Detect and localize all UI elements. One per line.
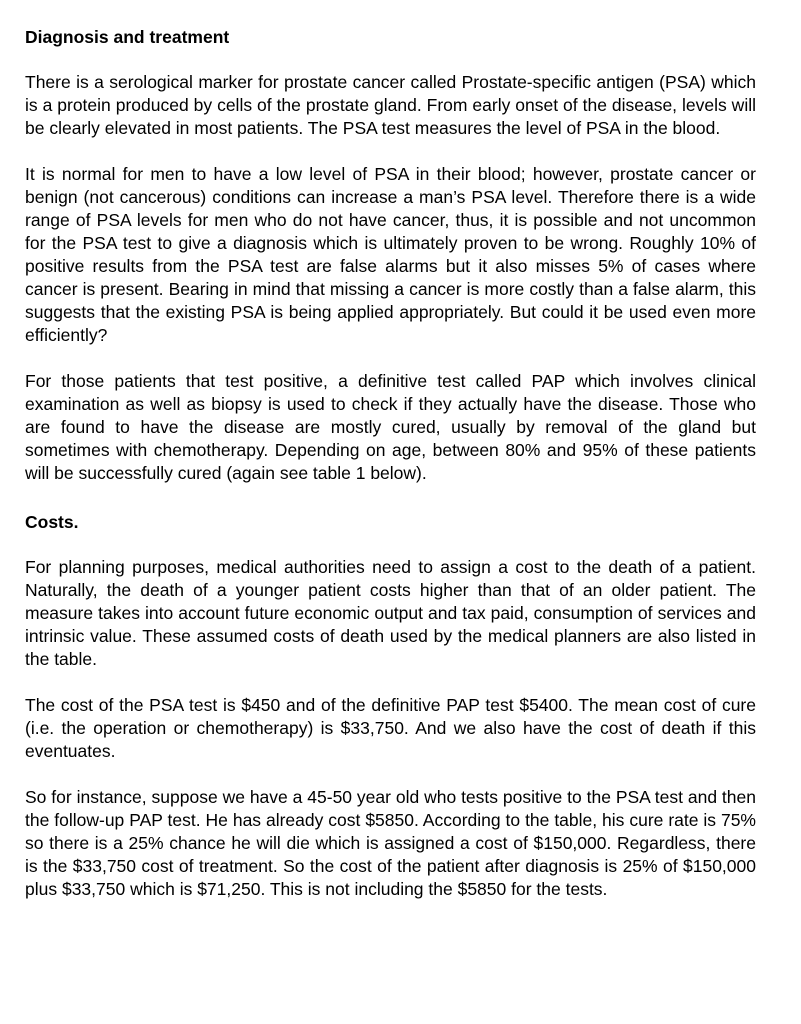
paragraph-psa-levels: It is normal for men to have a low level of PSA in their blood; however, prostate cancer or benign (not cancerous) conditions can increase a man’s PSA level. Therefore there is a wide range of PSA levels for men who do not have cancer, thus, it is possible and not uncommon for the PSA test to give a diagnosis which is ultimately proven to be wrong. Roughly 10% of positive results from the PSA test are false alarms but it also misses 5% of cases where cancer is present. Bearing in mind that missing a cancer is more costly than a false alarm, this suggests that the existing PSA is being applied appropriately. But could it be used even more efficiently? — [25, 164, 756, 345]
paragraph-test-costs: The cost of the PSA test is $450 and of the definitive PAP test $5400. The mean cost of cure (i.e. the operation or chemotherapy) is $33,750. And we also have the cost of death if this eventuates. — [25, 695, 756, 761]
paragraph-example: So for instance, suppose we have a 45-50 year old who tests positive to the PSA test and then the follow-up PAP test. He has already cost $5850. According to the table, his cure rate is 75% so there is a 25% chance he will die which is assigned a cost of $150,000. Regardless, there is the $33,750 cost of treatment. So the cost of the patient after diagnosis is 25% of $150,000 plus $33,750 which is $71,250. This is not including the $5850 for the tests. — [25, 787, 756, 899]
paragraph-pap-test: For those patients that test positive, a definitive test called PAP which involves clinical examination as well as biopsy is used to check if they actually have the disease. Those who are found to have the disease are mostly cured, usually by removal of the gland but sometimes with chemotherapy. Depending on age, between 80% and 95% of these patients will be successfully cured (again see table 1 below). — [25, 371, 756, 483]
document-page — [25, 26, 756, 901]
paragraph-cost-of-death: For planning purposes, medical authorities need to assign a cost to the death of a patient. Naturally, the death of a younger patient costs higher than that of an older patient. The measure takes into account future economic output and tax paid, consumption of services and intrinsic value. These assumed costs of death used by the medical planners are also listed in the table. — [25, 557, 756, 669]
section-heading-costs: Costs. — [25, 512, 79, 532]
section-heading-diagnosis: Diagnosis and treatment — [25, 27, 230, 47]
paragraph-psa-marker: There is a serological marker for prostate cancer called Prostate-specific antigen (PSA) which is a protein produced by cells of the prostate gland. From early onset of the disease, levels will be clearly elevated in most patients. The PSA test measures the level of PSA in the blood. — [25, 72, 756, 138]
